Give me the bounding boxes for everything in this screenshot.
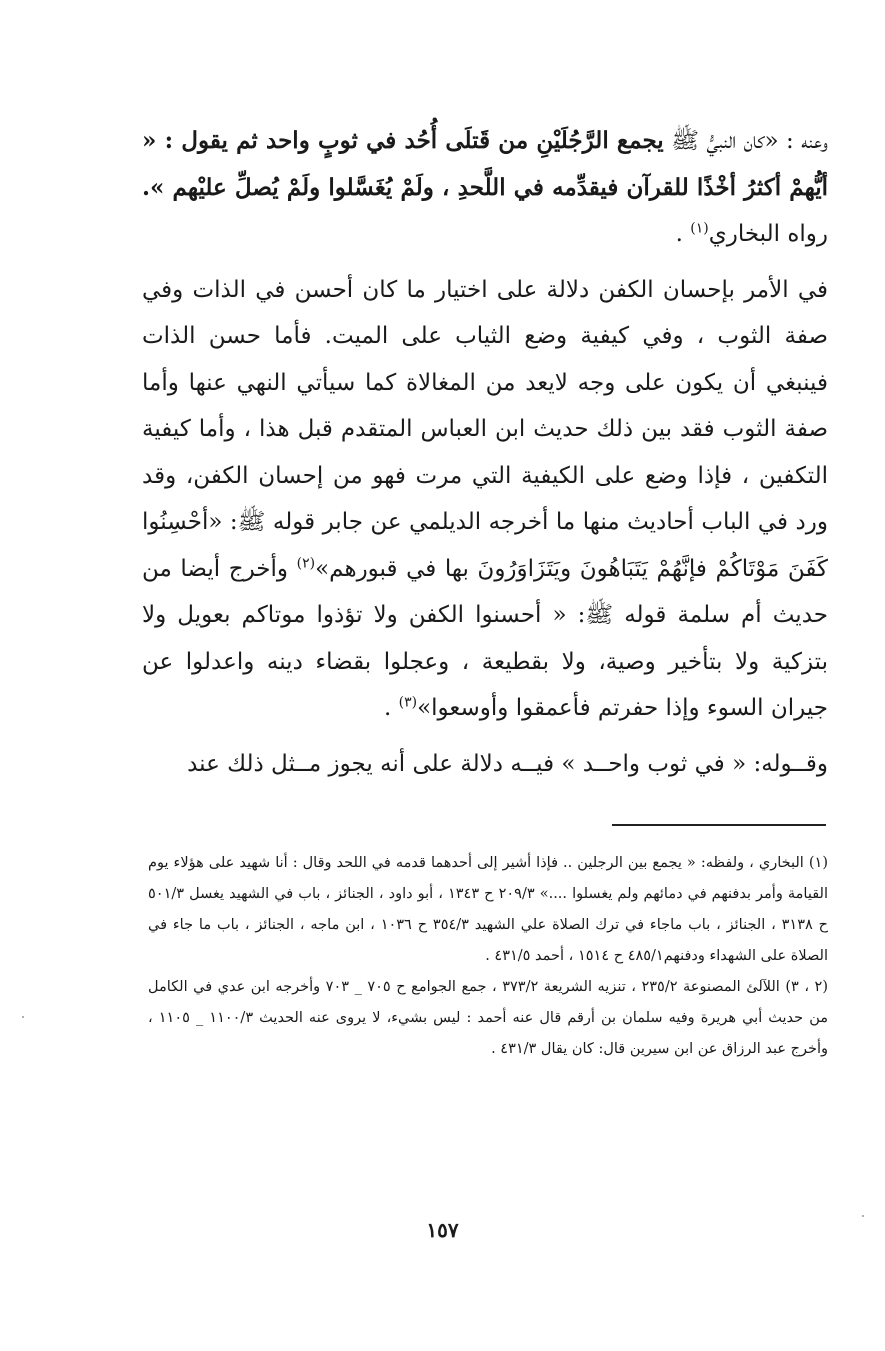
hadith-source: رواه البخاري	[708, 221, 828, 247]
hadith-intro: وعنه : «كان النبيُّ ﷺ	[663, 128, 828, 154]
footnote-separator	[612, 824, 826, 826]
commentary-text-a: في الأمر بإحسان الكفن دلالة على اختيار ما كان أحسن في الذات وفي صفة الثوب ، وفي كيفية وضع الثياب على الميت. فأما حسن الذات فينبغي أن يكون على وجه لايعد من المغالاة كما سيأتي النهي عنها وأما صفة الثوب فقد بين ذلك حديث ابن العباس المتقدم قبل هذا ، وأما كيفية التكفين ، فإذا وضع على الكيفية التي مرت فهو من إحسان الكفن، وقد ورد في الباب أحاديث منها ما أخرجه الديلمي عن جابر قوله ﷺ: «أحْسِنُوا كَفَنَ مَوْتَاكُمْ فإنَّهُمْ يَتَبَاهُونَ ويَتَزَاوَرُونَ بها في قبورهم»	[142, 276, 828, 582]
paragraph-hadith	[142, 118, 828, 258]
paragraph-continuation: وقــوله: « في ثوب واحــد » فيــه دلالة على أنه يجوز مــثل ذلك عند	[187, 750, 828, 777]
commentary-end: .	[383, 695, 399, 721]
hadith-text: يجمع الرَّجُلَيْنِ من قَتلَى أُحُد في ثوبٍ واحد ثم يقول : « أيُّهمْ أكثرُ أخْذًا للقرآن فيقدِّمه في اللَّحدِ ، ولَمْ يُغَسَّلوا ولَمْ يُصلِّ عليْهم ».	[142, 127, 828, 201]
footnote-2-3: (٢ ، ٣) اللآلئ المصنوعة ٢٣٥/٢ ، تنزيه الشريعة ٣٧٣/٢ ، جمع الجوامع ح ٧٠٥ _ ٧٠٣ وأخرجه ابن عدي في الكامل من حديث أبي هريرة وفيه سلمان بن أرقم قال عنه أحمد : ليس بشيء، لا يروى عنه الحديث ١١٠٠/٣ _ ١١٠٥ ، وأخرج عبد الرزاق عن ابن سيرين قال: كان يقال ٤٣١/٣ .	[148, 979, 828, 1057]
commentary-text-b: وأخرج أيضا من حديث أم سلمة قوله ﷺ: « أحسنوا الكفن ولا تؤذوا موتاكم بعويل ولا بتزكية ولا بتأخير وصية، ولا بقطيعة ، وعجلوا بقضاء دينه واعدلوا عن جيران السوء وإذا حفرتم فأعمقوا وأوسعوا»	[142, 555, 828, 721]
footnote-1: (١) البخاري ، ولفظه: « يجمع بين الرجلين .. فإذا أشير إلى أحدهما قدمه في اللحد وقال : أنا شهيد على هؤلاء يوم القيامة وأمر بدفنهم في دمائهم ولم يغسلوا ....» ٢٠٩/٣ ح ١٣٤٣ ، أبو داود ، الجنائز ، باب في الشهيد يغسل ٥٠١/٣ ح ٣١٣٨ ، الجنائز ، باب ماجاء في ترك الصلاة علي الشهيد ٣٥٤/٣ ح ١٠٣٦ ، ابن ماجه ، الجنائز ، باب ما جاء في الصلاة على الشهداء ودفنهم٤٨٥/١ ح ١٥١٤ ، أحمد ٤٣١/٥ .	[148, 855, 828, 964]
scan-speck	[22, 1016, 24, 1018]
hadith-end: .	[675, 221, 691, 247]
paragraph-commentary	[142, 267, 828, 732]
footnotes	[148, 848, 828, 1065]
footnote-ref-2: (٢)	[296, 554, 316, 571]
page-number: ١٥٧	[426, 1218, 459, 1242]
footnote-ref-1: (١)	[690, 220, 709, 237]
main-text	[142, 118, 828, 787]
footnote-ref-3: (٣)	[398, 694, 418, 711]
scan-speck	[862, 1215, 864, 1217]
